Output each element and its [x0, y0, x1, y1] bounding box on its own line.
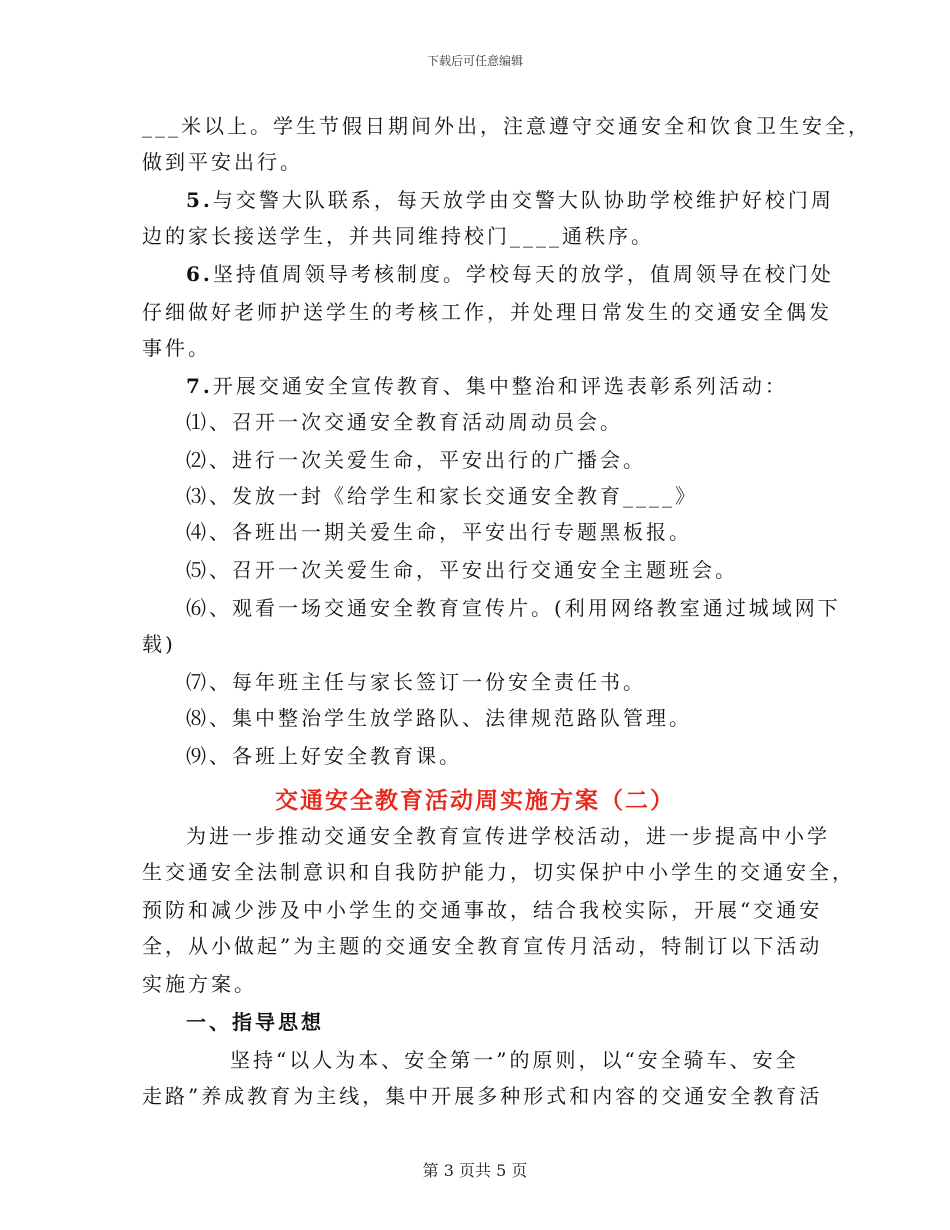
- item-number: 5.: [186, 188, 213, 212]
- sub-item: ⑹、观看一场交通安全教育宣传片。(利用网络教室通过城域网下: [186, 596, 841, 620]
- paragraph-line: 坚持“以人为本、安全第一”的原则，以“安全骑车、安全: [230, 1048, 799, 1072]
- sub-item: ⑷、各班出一期关爱生命，平安出行专题黑板报。: [186, 520, 692, 544]
- item-text: 与交警大队联系，每天放学由交警大队协助学校维护好校门周: [212, 188, 834, 212]
- sub-item: ⑼、各班上好安全教育课。: [186, 744, 462, 768]
- text-line: 边的家长接送学生，并共同维持校门____通秩序。: [142, 224, 654, 248]
- item-text: 坚持值周领导考核制度。学校每天的放学，值周领导在校门处: [212, 262, 834, 286]
- page-footer: 第 3 页共 5 页: [422, 1161, 528, 1180]
- section-heading: 一、指导思想: [186, 1010, 324, 1034]
- item-number: 6.: [186, 262, 213, 286]
- page-header: 下载后可任意编辑: [426, 54, 523, 68]
- sub-item: ⑴、召开一次交通安全教育活动周动员会。: [186, 410, 623, 434]
- numbered-item-7: [186, 372, 788, 400]
- paragraph-line: 全，从小做起”为主题的交通安全教育宣传月活动，特制订以下活动: [142, 934, 823, 958]
- numbered-item-5: [186, 186, 834, 214]
- text-line: 载): [142, 632, 176, 656]
- paragraph-line: 实施方案。: [142, 972, 257, 996]
- document-title: 交通安全教育活动周实施方案（二）: [275, 787, 675, 814]
- sub-item: ⑵、进行一次关爱生命，平安出行的广播会。: [186, 448, 646, 472]
- paragraph-line: 为进一步推动交通安全教育宣传进学校活动，进一步提高中小学: [186, 824, 830, 848]
- sub-item: ⑸、召开一次关爱生命，平安出行交通安全主题班会。: [186, 558, 738, 582]
- numbered-item-6: [186, 260, 834, 288]
- sub-item: ⑺、每年班主任与家长签订一份安全责任书。: [186, 670, 646, 694]
- paragraph-line: 预防和减少涉及中小学生的交通事故，结合我校实际，开展“交通安: [142, 898, 823, 922]
- text-line: 仔细做好老师护送学生的考核工作，并处理日常发生的交通安全偶发: [142, 300, 832, 324]
- paragraph-line: 生交通安全法制意识和自我防护能力，切实保护中小学生的交通安全，: [142, 860, 855, 884]
- text-line: 做到平安出行。: [142, 150, 303, 174]
- paragraph-line: 走路”养成教育为主线，集中开展多种形式和内容的交通安全教育活: [142, 1084, 823, 1108]
- item-text: 开展交通安全宣传教育、集中整治和评选表彰系列活动：: [212, 374, 788, 398]
- sub-item: ⑻、集中整治学生放学路队、法律规范路队管理。: [186, 706, 692, 730]
- sub-item: ⑶、发放一封《给学生和家长交通安全教育____》: [186, 484, 698, 508]
- item-number: 7.: [186, 374, 213, 398]
- text-line: 事件。: [142, 336, 211, 360]
- text-line: ___米以上。学生节假日期间外出，注意遵守交通安全和饮食卫生安全，: [142, 114, 871, 138]
